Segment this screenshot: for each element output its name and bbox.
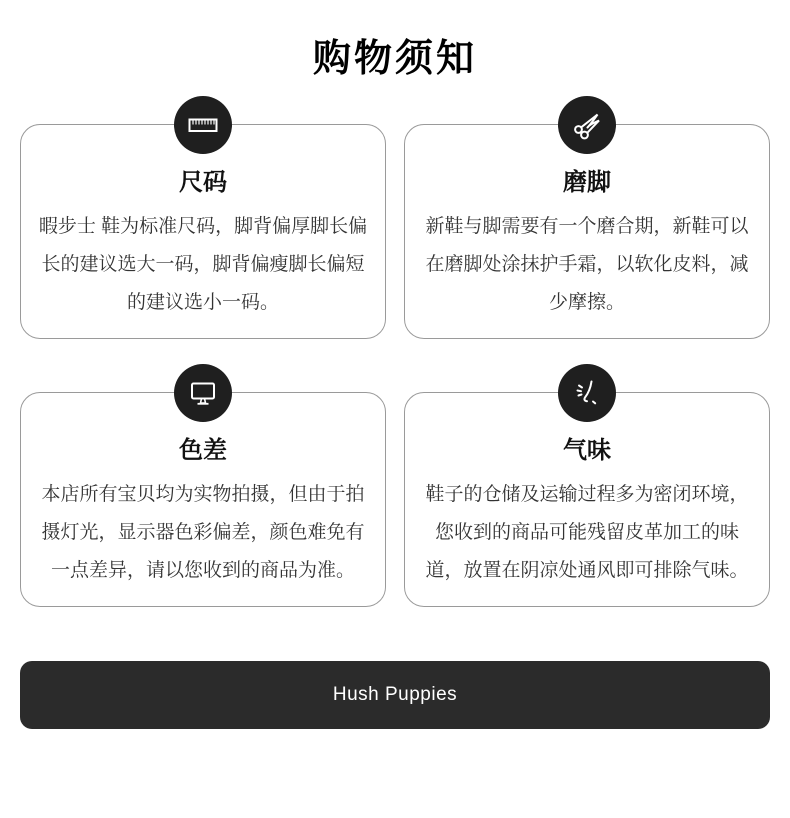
card-color-difference — [20, 392, 386, 607]
card-body-rubbing: 新鞋与脚需要有一个磨合期，新鞋可以在磨脚处涂抹护手霜，以软化皮料，减少摩擦。 — [425, 215, 749, 313]
page-title: 购物须知 — [312, 38, 477, 80]
card-odor — [404, 392, 770, 607]
card-rubbing — [404, 124, 770, 339]
brand-label: Hush Puppies — [332, 684, 458, 705]
card-body-color-difference: 本店所有宝贝均为实物拍摄，但由于拍摄灯光，显示器色彩偏差，颜色难免有一点差异，请以您收到的商品为准。 — [41, 484, 365, 582]
card-title-odor: 气味 — [563, 436, 611, 464]
nose-icon — [558, 364, 616, 422]
notice-card-grid — [20, 124, 770, 607]
card-title-size: 尺码 — [179, 168, 227, 196]
monitor-icon — [174, 364, 232, 422]
ruler-icon — [174, 96, 232, 154]
card-size — [20, 124, 386, 339]
card-title-rubbing: 磨脚 — [563, 168, 611, 196]
card-body-odor: 鞋子的仓储及运输过程多为密闭环境，您收到的商品可能残留皮革加工的味道，放置在阴凉处通风即可排除气味。 — [425, 484, 749, 582]
scissors-icon — [558, 96, 616, 154]
brand-bar — [20, 661, 770, 729]
card-body-size: 暇步士 鞋为标准尺码，脚背偏厚脚长偏长的建议选大一码，脚背偏瘦脚长偏短的建议选小一码。 — [38, 215, 368, 313]
card-title-color-difference: 色差 — [179, 436, 227, 464]
